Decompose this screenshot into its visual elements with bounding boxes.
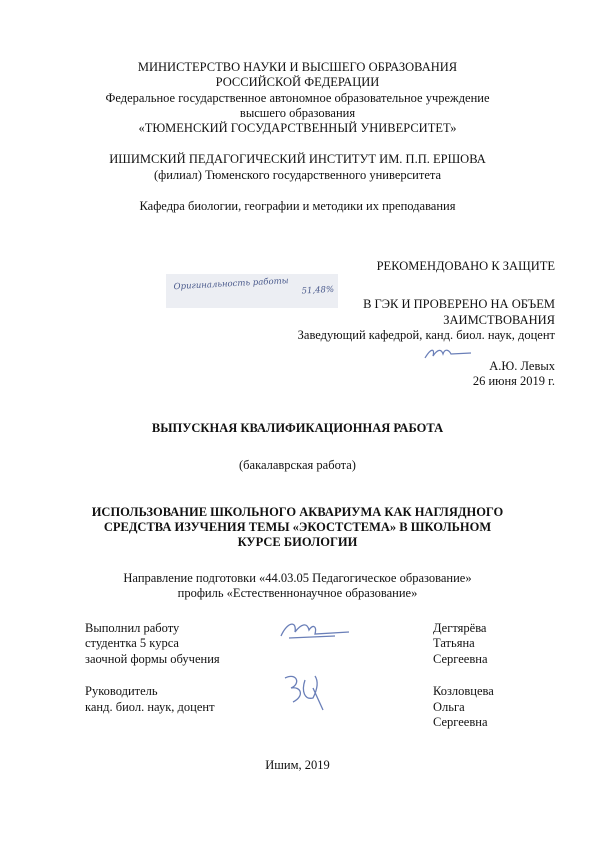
university-name: «ТЮМЕНСКИЙ ГОСУДАРСТВЕННЫЙ УНИВЕРСИТЕТ»: [138, 121, 457, 135]
student-signature-icon: [275, 616, 355, 646]
work-type: ВЫПУСКНАЯ КВАЛИФИКАЦИОННАЯ РАБОТА: [151, 421, 444, 435]
approval-line-3: ЗАИМСТВОВАНИЯ: [443, 313, 555, 327]
student-last-name: Дегтярёва: [433, 621, 487, 635]
ministry-line-1: МИНИСТЕРСТВО НАУКИ И ВЫСШЕГО ОБРАЗОВАНИЯ: [137, 60, 458, 74]
institute-name: ИШИМСКИЙ ПЕДАГОГИЧЕСКИЙ ИНСТИТУТ ИМ. П.П. ЕРШОВА: [109, 152, 486, 166]
head-of-department-title: Заведующий кафедрой, канд. биол. наук, доцент: [297, 328, 555, 342]
head-name: А.Ю. Левых: [489, 359, 555, 373]
student-role-1: Выполнил работу: [85, 621, 180, 635]
student-patronymic: Сергеевна: [433, 652, 488, 666]
ministry-line-2: РОССИЙСКОЙ ФЕДЕРАЦИИ: [215, 75, 380, 89]
title-line-2: СРЕДСТВА ИЗУЧЕНИЯ ТЕМЫ «ЭКОСТСТЕМА» В ШКОЛЬНОМ: [103, 520, 492, 534]
education-level-line: высшего образования: [239, 106, 356, 120]
supervisor-last-name: Козловцева: [433, 684, 494, 698]
supervisor-patronymic: Сергеевна: [433, 715, 488, 729]
stamp-line-1: Оригинальность работы: [173, 276, 289, 293]
profile-line: профиль «Естественнонаучное образование»: [177, 586, 418, 600]
city-year: Ишим, 2019: [265, 758, 330, 772]
supervisor-first-name: Ольга: [433, 700, 465, 714]
institution-type-line: Федеральное государственное автономное образовательное учреждение: [105, 91, 490, 105]
student-first-name: Татьяна: [433, 636, 475, 650]
supervisor-role-1: Руководитель: [85, 684, 158, 698]
direction-line: Направление подготовки «44.03.05 Педагогическое образование»: [123, 571, 472, 585]
branch-line: (филиал) Тюменского государственного университета: [153, 168, 442, 182]
title-line-1: ИСПОЛЬЗОВАНИЕ ШКОЛЬНОГО АКВАРИУМА КАК НАГЛЯДНОГО: [91, 505, 504, 519]
work-subtype: (бакалаврская работа): [239, 458, 356, 472]
stamp-line-2: 51,48%: [301, 284, 335, 297]
supervisor-signature-icon: [275, 668, 335, 714]
approval-line-1: РЕКОМЕНДОВАНО К ЗАЩИТЕ: [376, 259, 555, 273]
supervisor-role-2: канд. биол. наук, доцент: [85, 700, 215, 714]
originality-stamp: [166, 274, 338, 308]
department-name: Кафедра биологии, географии и методики их преподавания: [139, 199, 456, 213]
student-role-3: заочной формы обучения: [85, 652, 220, 666]
head-signature-icon: [423, 344, 475, 362]
approval-line-2: В ГЭК И ПРОВЕРЕНО НА ОБЪЕМ: [363, 297, 555, 311]
title-line-3: КУРСЕ БИОЛОГИИ: [237, 535, 358, 549]
student-role-2: студентка 5 курса: [85, 636, 179, 650]
approval-date: 26 июня 2019 г.: [472, 374, 555, 388]
